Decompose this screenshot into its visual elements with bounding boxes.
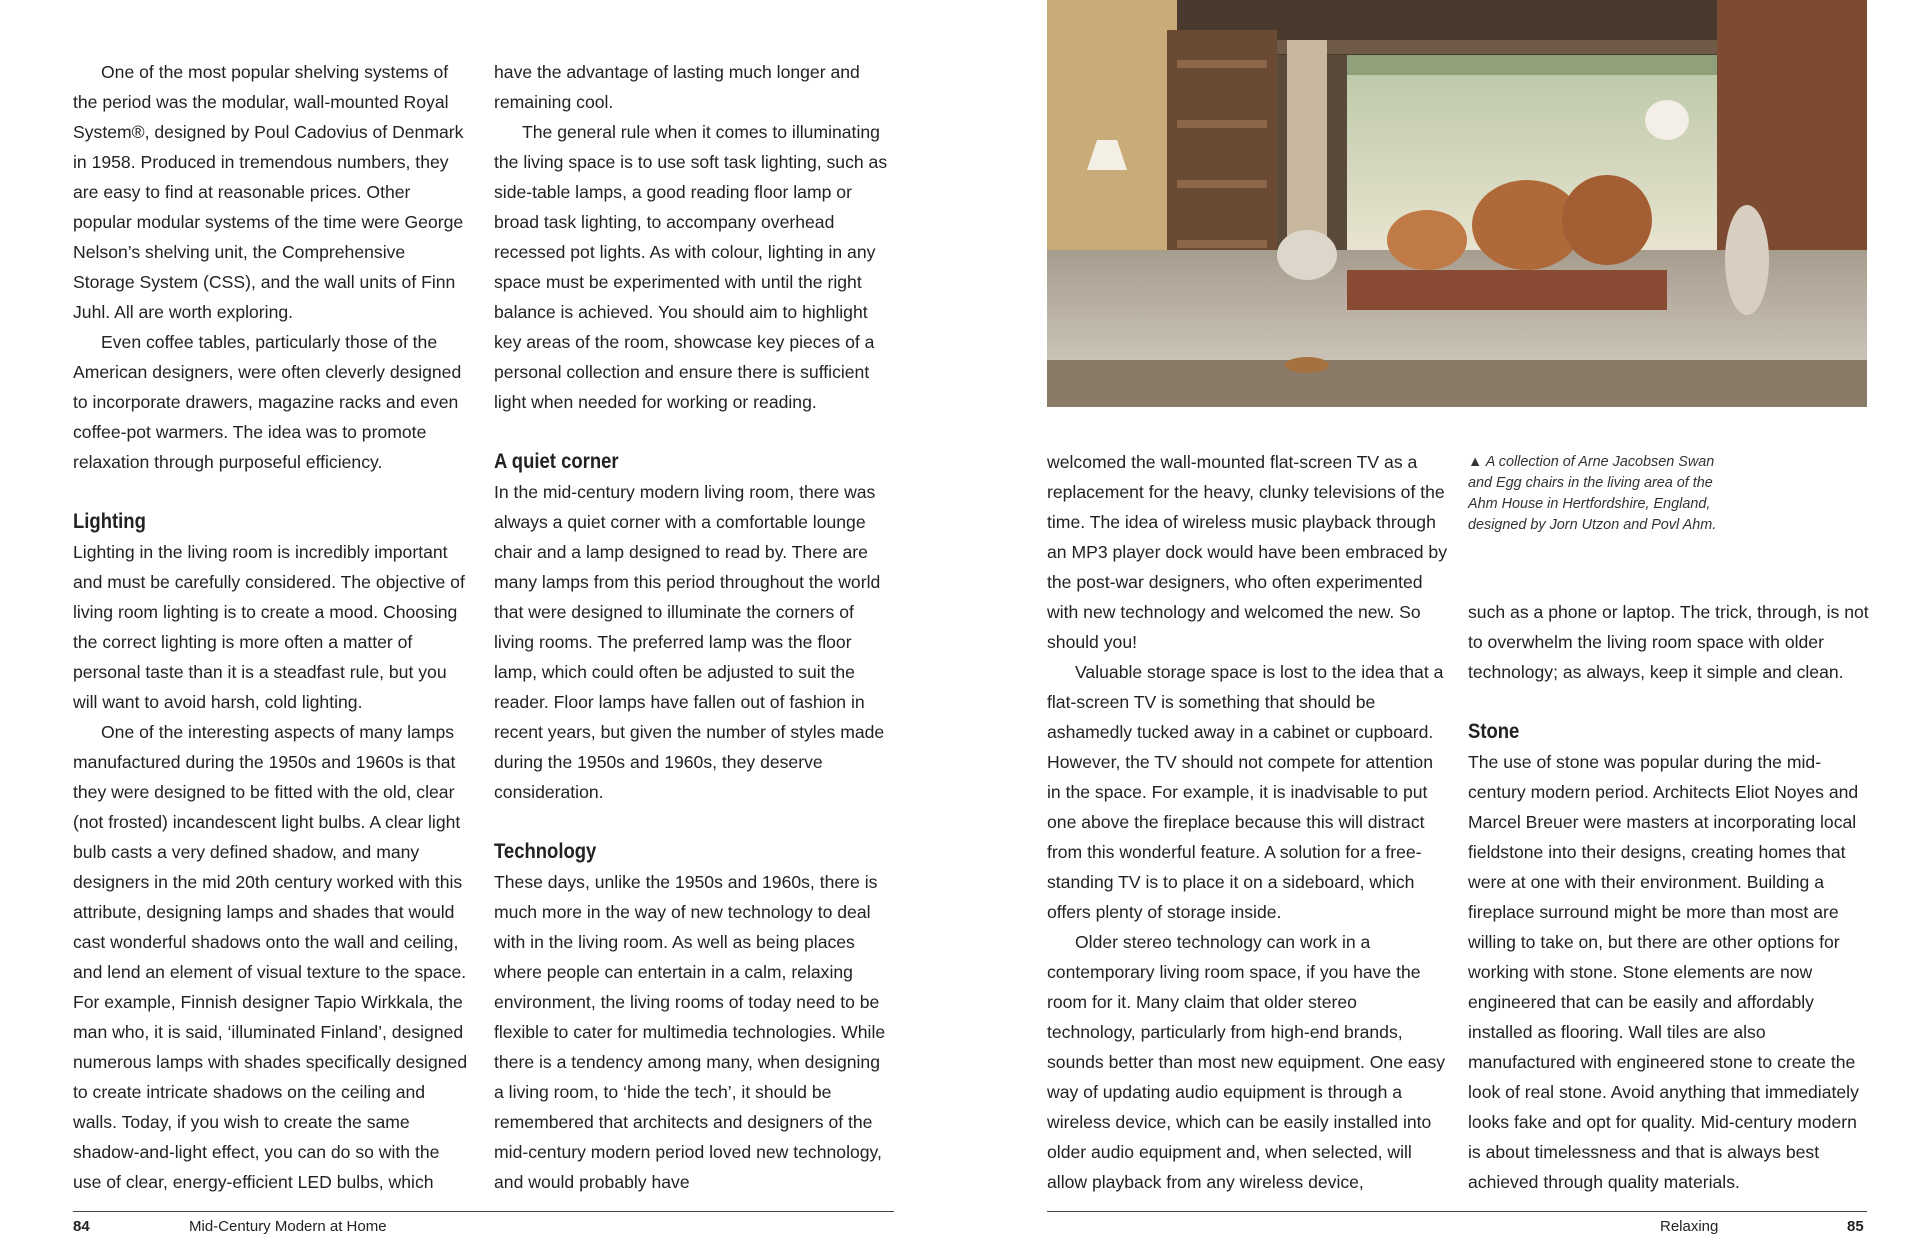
photo-caption: ▲ A collection of Arne Jacobsen Swan and Egg chairs in the living area of the Ahm House in Hertfordshire, England, designed by Jorn Utzon and Povl Ahm. [1468, 454, 1717, 533]
page-number-left: 84 [73, 1218, 90, 1235]
paragraph: Even coffee tables, particularly those of the American designers, were often cleverly designed to incorporate drawers, magazine racks and even coffee-pot warmers. The idea was to promote relaxation through purposeful efficiency. [73, 332, 462, 472]
paragraph: have the advantage of lasting much longer and remaining cool. [494, 62, 860, 112]
left-column-2 [494, 57, 894, 1197]
section-heading-technology: Technology [494, 840, 597, 863]
paragraph: Older stereo technology can work in a contemporary living room space, if you have the room for it. Many claim that older stereo technology, particularly from high-end brands, sounds better than most new equipment. One easy way of updating audio equipment is through a wireless device, which can be easily installed into older audio equipment and, when selected, will allow playback from any wireless device, [1047, 932, 1446, 1192]
running-section: Relaxing [1660, 1218, 1719, 1235]
paragraph: In the mid-century modern living room, there was always a quiet corner with a comfortable lounge chair and a lamp designed to read by. There are many lamps from this period throughout the world that were designed to illuminate the corners of living rooms. The preferred lamp was the floor lamp, which could often be adjusted to suit the reader. Floor lamps have fallen out of fashion in recent years, but given the number of styles made during the 1950s and 1960s, they deserve consideration. [494, 482, 885, 802]
section-heading-stone: Stone [1468, 720, 1520, 743]
paragraph: One of the interesting aspects of many lamps manufactured during the 1950s and 1960s is that they were designed to be fitted with the old, clear (not frosted) incandescent light bulbs. A clear light bulb casts a very defined shadow, and many designers in the mid 20th century worked with this attribute, designing lamps and shades that would cast wonderful shadows onto the wall and ceiling, and lend an element of visual texture to the space. For example, Finnish designer Tapio Wirkkala, the man who, it is said, ‘illuminated Finland’, designed numerous lamps with shades specifically designed to create intricate shadows on the ceiling and walls. Today, if you wish to create the same shadow-and-light effect, you can do so with the use of clear, energy-efficient LED bulbs, which [73, 722, 468, 1192]
right-column-1 [1047, 447, 1447, 1197]
paragraph: Lighting in the living room is incredibly important and must be carefully considered. The objective of living room lighting is to create a mood. Choosing the correct lighting is more often a matter of personal taste than it is a steadfast rule, but you will want to avoid harsh, cold lighting. [73, 542, 465, 712]
section-heading-lighting: Lighting [73, 510, 146, 533]
paragraph: These days, unlike the 1950s and 1960s, there is much more in the way of new technology to deal with in the living room. As well as being places where people can entertain in a calm, relaxing environment, the living rooms of today need to be flexible to cater for multimedia technologies. While there is a tendency among many, when designing a living room, to ‘hide the tech’, it should be remembered that architects and designers of the mid-century modern period loved new technology, and would probably have [494, 872, 886, 1192]
footer-rule-left [73, 1211, 894, 1212]
section-heading-quiet-corner: A quiet corner [494, 450, 619, 473]
paragraph: The use of stone was popular during the mid-century modern period. Architects Eliot Noyes and Marcel Breuer were masters at incorporating local fieldstone into their designs, creating homes that were at one with their environment. Building a fireplace surround might be more than most are willing to take on, but there are other options for working with stone. Stone elements are now engineered that can be easily and affordably installed as flooring. Wall tiles are also manufactured with engineered stone to create the look of real stone. Avoid anything that immediately looks fake and opt for quality. Mid-century modern is about timelessness and that is always best achieved through quality materials. [1468, 752, 1859, 1192]
paragraph: Valuable storage space is lost to the idea that a flat-screen TV is something that should be ashamedly tucked away in a cabinet or cupboard. However, the TV should not compete for attention in the space. For example, it is inadvisable to put one above the fireplace because this will distract from this wonderful feature. A solution for a free-standing TV is to place it on a sideboard, which offers plenty of storage inside. [1047, 662, 1444, 922]
page-number-right: 85 [1847, 1218, 1864, 1235]
living-room-illustration [1047, 0, 1867, 407]
footer-rule-right [1047, 1211, 1867, 1212]
right-column-2 [1468, 597, 1870, 1197]
living-room-photo [1047, 0, 1867, 407]
paragraph: welcomed the wall-mounted flat-screen TV as a replacement for the heavy, clunky televisions of the time. The idea of wireless music playback through an MP3 player dock would have been embraced by the post-war designers, who often experimented with new technology and welcomed the new. So should you! [1047, 452, 1448, 652]
left-column-1 [73, 57, 471, 1197]
paragraph: such as a phone or laptop. The trick, through, is not to overwhelm the living room space with older technology; as always, keep it simple and clean. [1468, 602, 1869, 682]
paragraph: The general rule when it comes to illuminating the living space is to use soft task lighting, such as side-table lamps, a good reading floor lamp or broad task lighting, to accompany overhead recessed pot lights. As with colour, lighting in any space must be experimented with until the right balance is achieved. You should aim to highlight key areas of the room, showcase key pieces of a personal collection and ensure there is sufficient light when needed for working or reading. [494, 122, 888, 412]
paragraph: One of the most popular shelving systems of the period was the modular, wall-mounted Royal System®, designed by Poul Cadovius of Denmark in 1958. Produced in tremendous numbers, they are easy to find at reasonable prices. Other popular modular systems of the time were George Nelson’s shelving unit, the Comprehensive Storage System (CSS), and the wall units of Finn Juhl. All are worth exploring. [73, 62, 464, 322]
running-title: Mid-Century Modern at Home [189, 1218, 387, 1235]
